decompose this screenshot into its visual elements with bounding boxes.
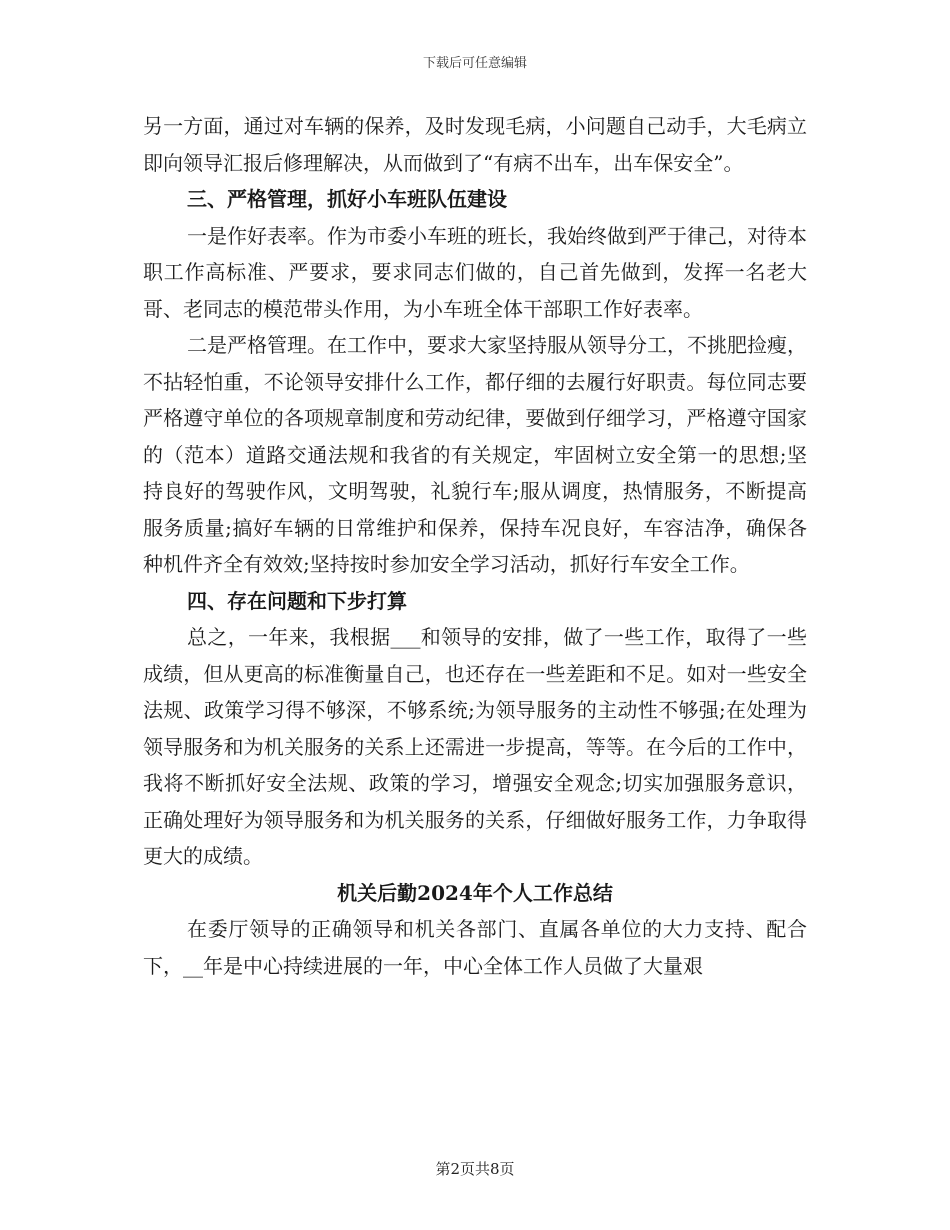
paragraph-intro: 在委厅领导的正确领导和机关各部门、直属各单位的大力支持、配合下，__年是中心持续进展的一年，中心全体工作人员做了大量艰	[143, 917, 807, 978]
paragraph-example: 一是作好表率。作为市委小车班的班长，我始终做到严于律己，对待本职工作高标准、严要求，要求同志们做的，自己首先做到，发挥一名老大哥、老同志的模范带头作用，为小车班全体干部职工作好表率。	[143, 223, 807, 321]
section-heading-4: 四、存在问题和下步打算	[187, 588, 407, 613]
paragraph-summary: 总之，一年来，我根据___和领导的安排，做了一些工作，取得了一些成绩，但从更高的标准衡量自己，也还存在一些差距和不足。如对一些安全法规、政策学习得不够深，不够系统;为领导服务的主动性不够强;在处理为领导服务和为机关服务的关系上还需进一步提高，等等。在今后的工作中，我将不断抓好安全法规、政策的学习，增强安全观念;切实加强服务意识，正确处理好为领导服务和为机关服务的关系，仔细做好服务工作，力争取得更大的成绩。	[143, 625, 807, 868]
page-number: 第2页共8页	[435, 1160, 515, 1178]
paragraph-maintenance: 另一方面，通过对车辆的保养，及时发现毛病，小问题自己动手，大毛病立即向领导汇报后修理解决，从而做到了“有病不出车，出车保安全”。	[143, 114, 807, 175]
document-title: 机关后勤2024年个人工作总结	[337, 880, 613, 905]
document-body	[143, 108, 807, 984]
page-header-note: 下载后可任意编辑	[422, 56, 527, 71]
paragraph-management: 二是严格管理。在工作中，要求大家坚持服从领导分工，不挑肥捡瘦，不拈轻怕重，不论领导安排什么工作，都仔细的去履行好职责。每位同志要严格遵守单位的各项规章制度和劳动纪律，要做到仔细学习，严格遵守国家的（范本）道路交通法规和我省的有关规定，牢固树立安全第一的思想;坚持良好的驾驶作风，文明驾驶，礼貌行车;服从调度，热情服务，不断提高服务质量;搞好车辆的日常维护和保养，保持车况良好，车容洁净，确保各种机件齐全有效效;坚持按时参加安全学习活动，抓好行车安全工作。	[143, 333, 807, 576]
section-heading-3: 三、严格管理，抓好小车班队伍建设	[187, 187, 507, 211]
